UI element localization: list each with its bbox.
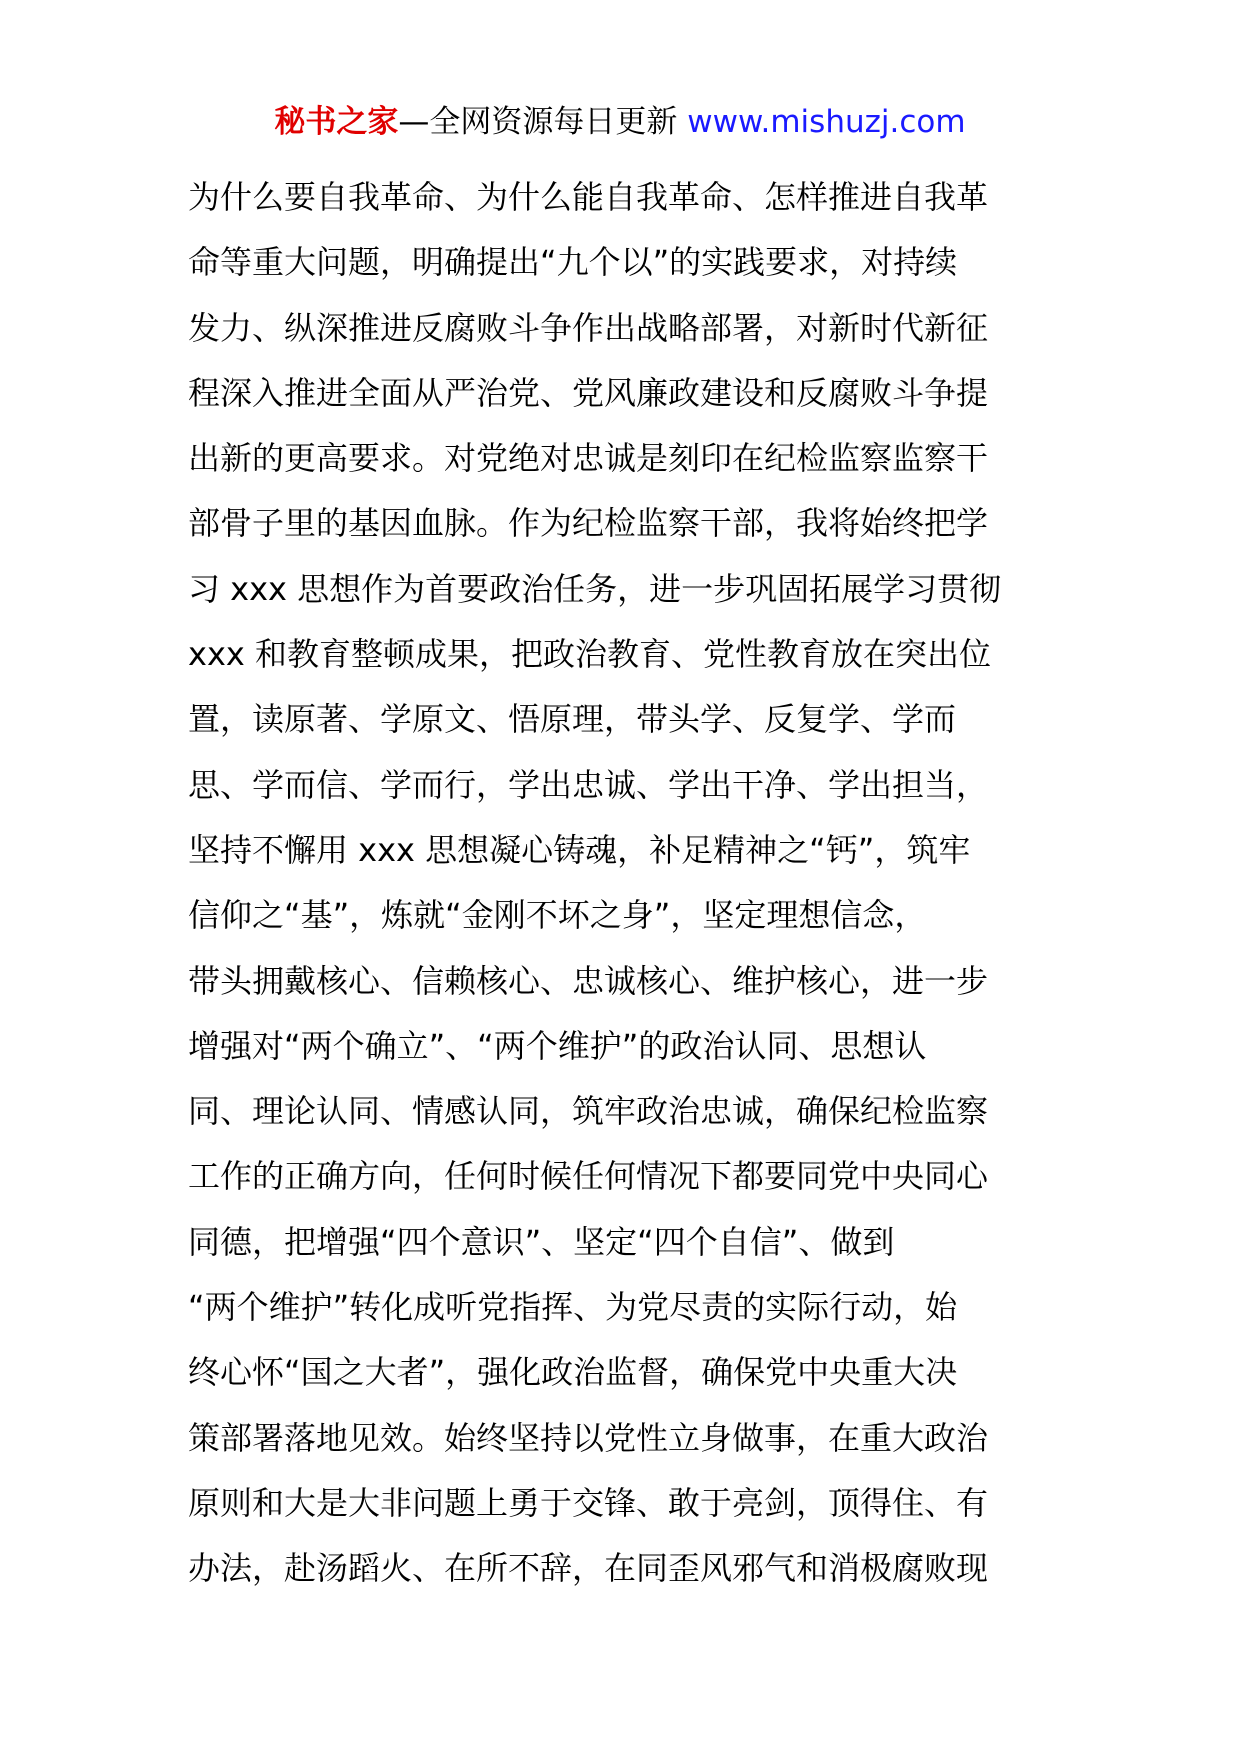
header-url-link[interactable]: www.mishuzj.com (687, 104, 966, 140)
body-line: 习 xxx 思想作为首要政治任务，进一步巩固拓展学习贯彻 (188, 569, 1002, 608)
body-line: “两个维护”转化成听党指挥、为党尽责的实际行动，始 (188, 1288, 958, 1327)
page-header (0, 100, 1240, 144)
body-line: 发力、纵深推进反腐败斗争作出战略部署，对新时代新征 (188, 308, 989, 347)
body-line: 同、理论认同、情感认同，筑牢政治忠诚，确保纪检监察 (188, 1092, 989, 1131)
body-line: 终心怀“国之大者”，强化政治监督，确保党中央重大决 (188, 1353, 958, 1392)
body-line: 命等重大问题，明确提出“九个以”的实践要求，对持续 (188, 243, 958, 282)
body-line: 置，读原著、学原文、悟原理，带头学、反复学、学而 (188, 700, 957, 739)
body-line: 带头拥戴核心、信赖核心、忠诚核心、维护核心，进一步 (188, 961, 989, 1000)
body-line: 办法，赴汤蹈火、在所不辞，在同歪风邪气和消极腐败现 (188, 1549, 989, 1588)
document-body (188, 165, 1048, 1602)
header-brand: 秘书之家 (274, 104, 399, 140)
body-line: 程深入推进全面从严治党、党风廉政建设和反腐败斗争提 (188, 373, 989, 412)
body-line: 同德，把增强“四个意识”、坚定“四个自信”、做到 (188, 1222, 895, 1261)
body-line: 思、学而信、学而行，学出忠诚、学出干净、学出担当， (188, 765, 989, 804)
body-line: 增强对“两个确立”、“两个维护”的政治认同、思想认 (188, 1026, 927, 1065)
header-tagline: —全网资源每日更新 (398, 104, 678, 140)
body-line: 策部署落地见效。始终坚持以党性立身做事，在重大政治 (188, 1418, 989, 1457)
body-line: 原则和大是大非问题上勇于交锋、敢于亮剑，顶得住、有 (188, 1483, 989, 1522)
body-line: 工作的正确方向，任何时候任何情况下都要同党中央同心 (188, 1157, 989, 1196)
body-line: 坚持不懈用 xxx 思想凝心铸魂，补足精神之“钙”，筑牢 (188, 830, 971, 869)
body-line: 出新的更高要求。对党绝对忠诚是刻印在纪检监察监察干 (188, 439, 989, 478)
body-line: 信仰之“基”，炼就“金刚不坏之身”，坚定理想信念， (188, 896, 927, 935)
body-line: 部骨子里的基因血脉。作为纪检监察干部，我将始终把学 (188, 504, 989, 543)
body-line: 为什么要自我革命、为什么能自我革命、怎样推进自我革 (188, 178, 989, 216)
body-line: xxx 和教育整顿成果，把政治教育、党性教育放在突出位 (188, 635, 991, 674)
